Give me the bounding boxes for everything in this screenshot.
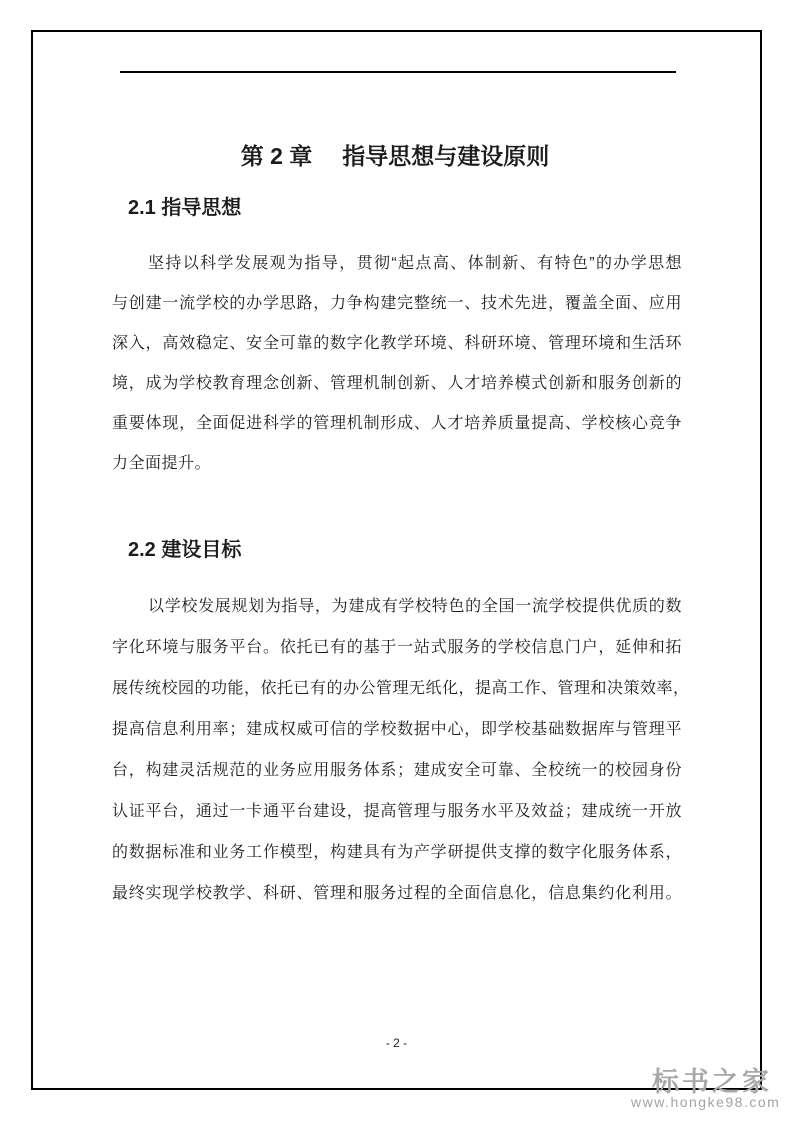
paragraph-line: 的数据标准和业务工作模型，构建具有为产学研提供支撑的数字化服务体系， <box>112 844 682 861</box>
watermark-logo: 标书之家 <box>652 1067 772 1097</box>
paragraph-line: 力全面提升。 <box>112 455 212 472</box>
paragraph-line: 展传统校园的功能，依托已有的办公管理无纸化，提高工作、管理和决策效率， <box>112 680 690 697</box>
paragraph-line: 台，构建灵活规范的业务应用服务体系；建成安全可靠、全校统一的校园身份 <box>112 762 682 779</box>
page-number: - 2 - <box>385 1036 408 1050</box>
paragraph-line: 与创建一流学校的办学思路，力争构建完整统一、技术先进，覆盖全面、应用 <box>112 295 682 312</box>
paragraph-line: 重要体现，全面促进科学的管理机制形成、人才培养质量提高、学校核心竞争 <box>112 415 682 432</box>
chapter-number: 第 2 章 <box>240 143 313 169</box>
header-divider <box>120 71 676 73</box>
paragraph-construction-goals <box>112 586 690 914</box>
document-page <box>31 30 762 1090</box>
paragraph-guiding-ideology <box>112 244 682 484</box>
chapter-title <box>112 141 678 171</box>
paragraph-line: 坚持以科学发展观为指导，贯彻“起点高、体制新、有特色”的办学思想 <box>148 255 682 272</box>
section-heading-2-1: 2.1 指导思想 <box>128 197 242 219</box>
paragraph-line: 以学校发展规划为指导，为建成有学校特色的全国一流学校提供优质的数 <box>148 598 682 615</box>
paragraph-line: 字化环境与服务平台。依托已有的基于一站式服务的学校信息门户，延伸和拓 <box>112 639 682 656</box>
paragraph-line: 境，成为学校教育理念创新、管理机制创新、人才培养模式创新和服务创新的 <box>112 375 682 392</box>
paragraph-line: 深入，高效稳定、安全可靠的数字化教学环境、科研环境、管理环境和生活环 <box>112 335 682 352</box>
chapter-name: 指导思想与建设原则 <box>342 143 550 169</box>
section-heading-2-2: 2.2 建设目标 <box>128 539 242 561</box>
paragraph-line: 最终实现学校教学、科研、管理和服务过程的全面信息化，信息集约化利用。 <box>112 885 682 902</box>
paragraph-line: 认证平台，通过一卡通平台建设，提高管理与服务水平及效益；建成统一开放 <box>112 803 682 820</box>
watermark-url: www.hongke98.com <box>631 1094 781 1110</box>
paragraph-line: 提高信息利用率；建成权威可信的学校数据中心，即学校基础数据库与管理平 <box>112 721 682 738</box>
